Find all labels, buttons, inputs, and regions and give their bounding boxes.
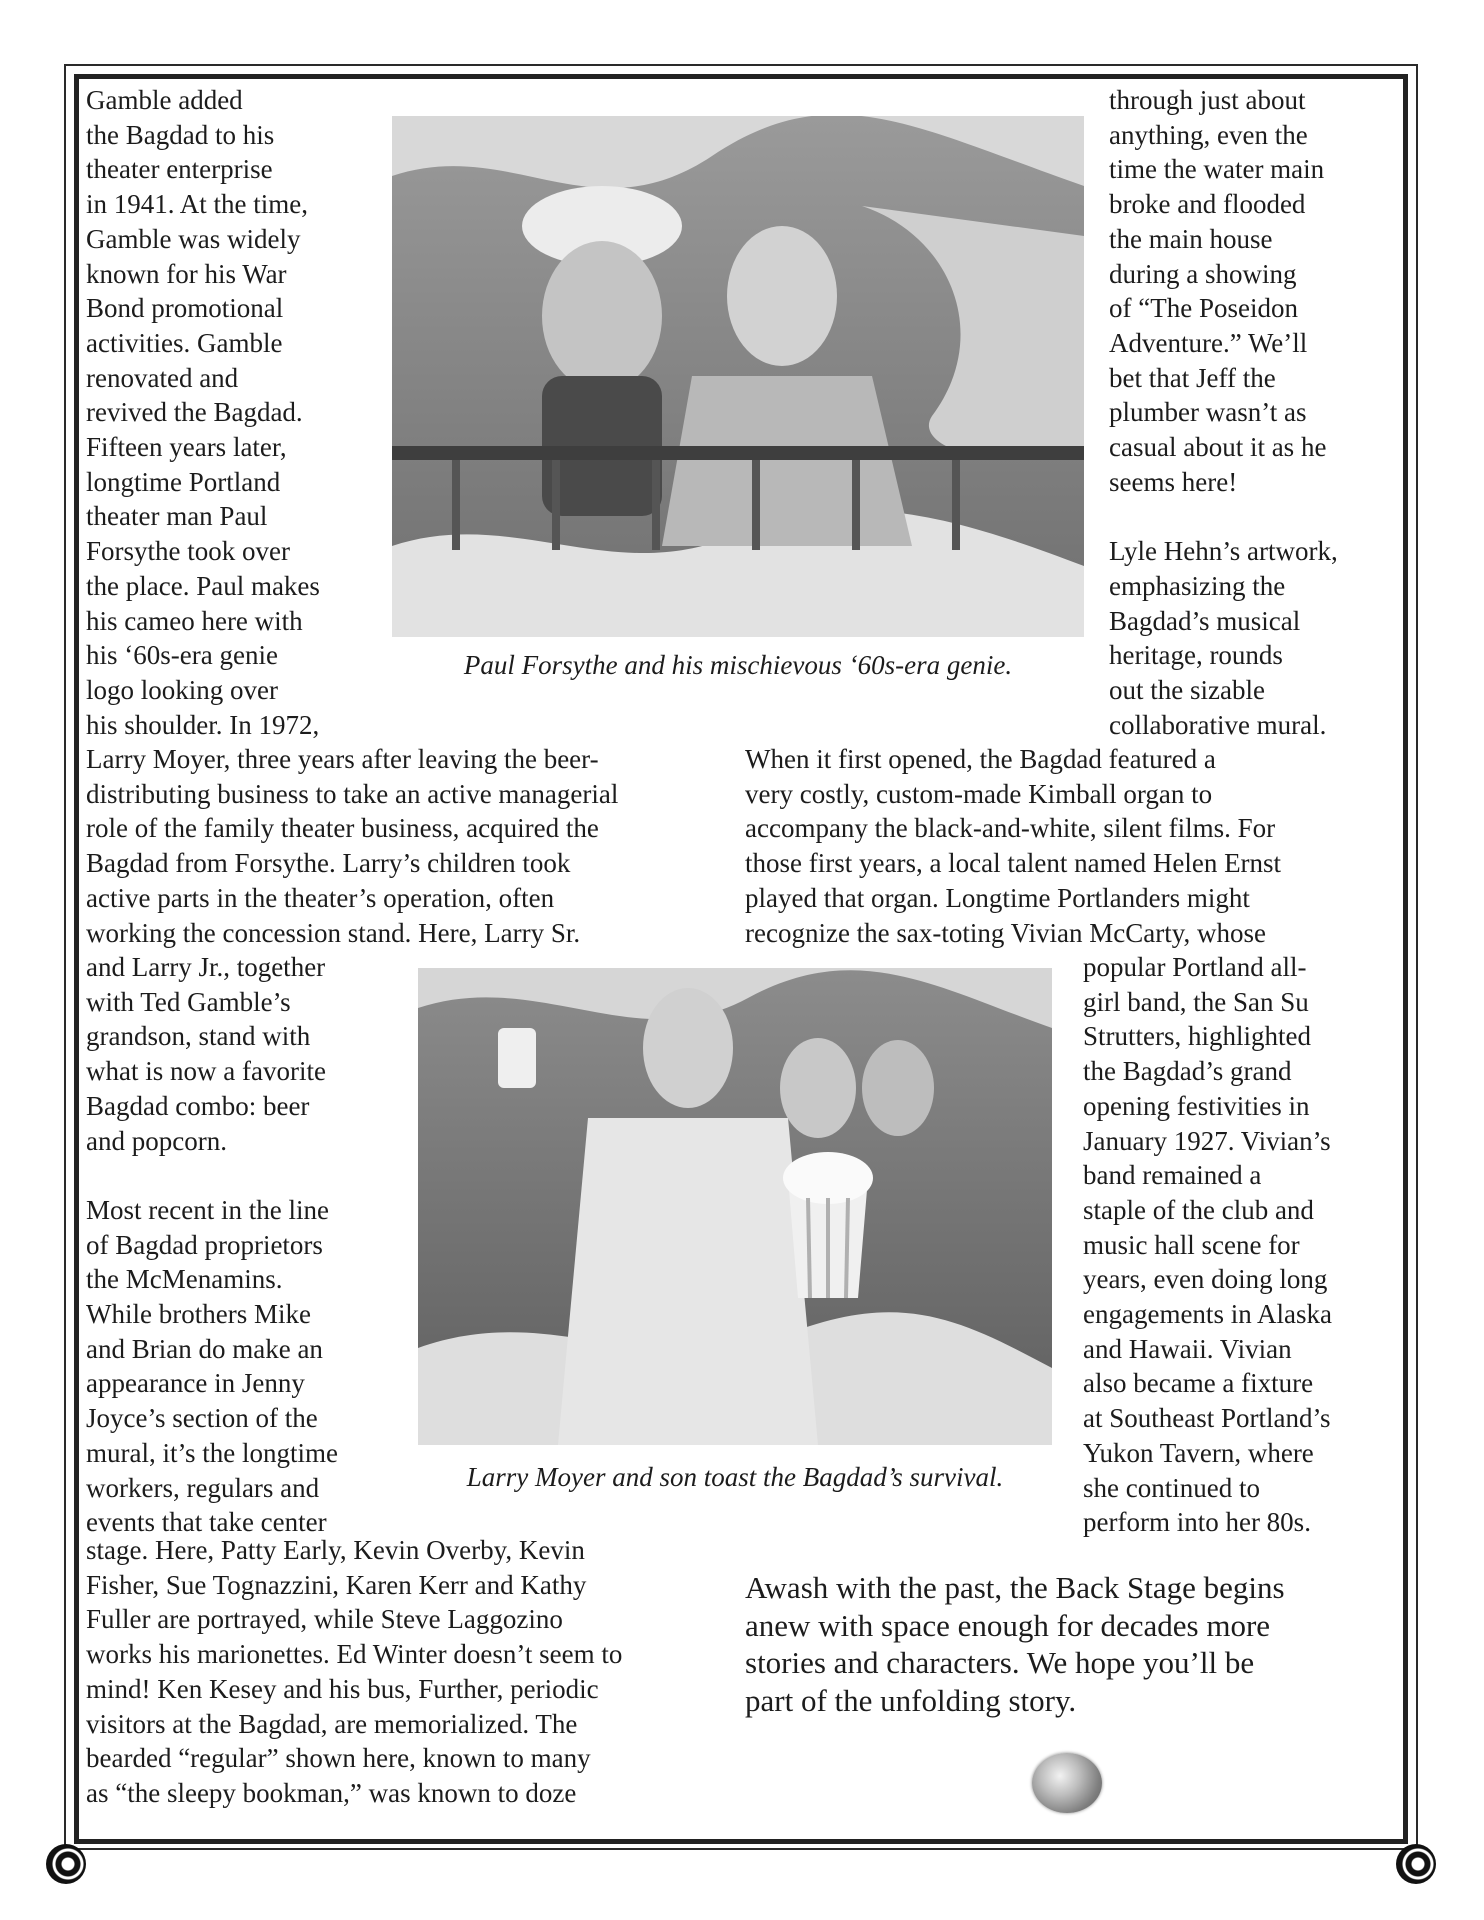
text-line: and popcorn. [86,1125,227,1156]
text-line: out the sizable [1109,674,1265,705]
mural-photo-moyer-toast [418,968,1052,1445]
text-line: seems here! [1109,466,1238,497]
text-line: appearance in Jenny [86,1368,305,1399]
text-line: of Bagdad proprietors [86,1229,323,1260]
text-line: collaborative mural. [1109,709,1327,740]
text-line: popular Portland all- [1083,952,1307,982]
text-line: through just about [1109,85,1306,115]
text-line: bearded “regular” shown here, known to many [86,1743,591,1774]
text-line: logo looking over [86,674,278,705]
text-line: workers, regulars and [86,1472,320,1503]
text-line: Fifteen years later, [86,432,287,463]
text-column-right-mid [745,742,1281,950]
text-line: and Hawaii. Vivian [1083,1333,1292,1364]
text-line: she continued to [1083,1472,1260,1503]
text-line: what is now a favorite [86,1056,326,1087]
text-column-right-top [1109,83,1338,742]
text-line: mind! Ken Kesey and his bus, Further, periodic [86,1673,599,1704]
text-line: bet that Jeff the [1109,362,1276,393]
text-line: stage. Here, Patty Early, Kevin Overby, Kevin [86,1535,585,1565]
text-line: Yukon Tavern, where [1083,1437,1314,1468]
text-line: the Bagdad to his [86,119,275,150]
photo-caption-forsythe: Paul Forsythe and his mischievous ‘60s-era genie. [463,650,1013,680]
text-line: works his marionettes. Ed Winter doesn’t seem to [86,1639,623,1670]
text-line: Bagdad combo: beer [86,1090,310,1121]
text-line: at Southeast Portland’s [1083,1403,1331,1434]
text-line: role of the family theater business, acquired the [86,813,599,844]
text-line: Larry Moyer, three years after leaving the beer- [86,744,599,774]
text-line: Awash with the past, the Back Stage begins [745,1570,1285,1605]
text-line: working the concession stand. Here, Larry Sr. [86,917,581,948]
text-line: the place. Paul makes [86,570,320,601]
text-line: girl band, the San Su [1083,986,1309,1017]
text-line: Joyce’s section of the [86,1403,318,1434]
text-line: the Bagdad’s grand [1083,1056,1292,1087]
text-line: Gamble was widely [86,223,301,254]
text-column-left-top [86,83,320,742]
text-line: his shoulder. In 1972, [86,709,320,740]
text-line: his ‘60s-era genie [86,640,278,671]
end-ornament-icon [1032,1753,1102,1813]
text-line: with Ted Gamble’s [86,986,291,1017]
text-line: January 1927. Vivian’s [1083,1125,1331,1156]
text-line: heritage, rounds [1109,640,1283,671]
text-line: his cameo here with [86,605,303,636]
text-line: played that organ. Longtime Portlanders might [745,882,1250,913]
text-line: Fisher, Sue Tognazzini, Karen Kerr and Kathy [86,1569,587,1600]
text-line: known for his War [86,258,287,289]
text-line: Lyle Hehn’s artwork, [1109,536,1338,567]
text-line: theater enterprise [86,154,273,185]
photo-caption-moyer: Larry Moyer and son toast the Bagdad’s survival. [466,1462,1004,1492]
corner-ornament-left [46,1844,86,1884]
text-line: plumber wasn’t as [1109,397,1307,428]
text-line: activities. Gamble [86,327,283,358]
text-line: stories and characters. We hope you’ll be [745,1645,1255,1680]
text-line: Bond promotional [86,293,284,324]
text-line: music hall scene for [1083,1229,1300,1260]
text-line: renovated and [86,362,239,393]
text-line: active parts in the theater’s operation, often [86,882,555,913]
text-line: those first years, a local talent named Helen Ernst [745,848,1282,879]
text-line: of “The Poseidon [1109,293,1298,324]
corner-ornament-right [1396,1844,1436,1884]
text-line: Bagdad’s musical [1109,605,1301,636]
text-line: band remained a [1083,1160,1262,1191]
text-line [86,1158,338,1193]
text-line [1109,499,1338,534]
mural-photo-forsythe-genie [392,116,1084,637]
closing-paragraph [745,1569,1285,1719]
text-line: Most recent in the line [86,1194,329,1225]
text-line: revived the Bagdad. [86,397,303,428]
text-line: and Larry Jr., together [86,952,326,982]
text-line: mural, it’s the longtime [86,1437,338,1468]
text-line: part of the unfolding story. [745,1682,1077,1718]
text-line: years, even doing long [1083,1264,1328,1295]
text-line: Adventure.” We’ll [1109,327,1308,358]
text-line: also became a fixture [1083,1368,1314,1399]
text-line: Gamble added [86,85,243,115]
text-line: When it first opened, the Bagdad featured a [745,744,1216,774]
text-line: as “the sleepy bookman,” was known to doze [86,1777,577,1808]
text-line: While brothers Mike [86,1299,311,1330]
text-line: casual about it as he [1109,432,1327,463]
text-line: the McMenamins. [86,1264,283,1295]
text-line: very costly, custom-made Kimball organ to [745,778,1213,809]
text-line: broke and flooded [1109,189,1306,220]
text-line: longtime Portland [86,466,281,497]
text-line: staple of the club and [1083,1194,1314,1225]
text-column-left-lower [86,950,338,1540]
text-line: emphasizing the [1109,570,1286,601]
text-line: the main house [1109,223,1273,254]
text-line: Strutters, highlighted [1083,1021,1311,1052]
text-line: during a showing [1109,258,1297,289]
text-line: grandson, stand with [86,1021,311,1052]
text-line: distributing business to take an active managerial [86,778,619,809]
text-line: Fuller are portrayed, while Steve Laggozino [86,1604,563,1635]
text-line: events that take center [86,1507,327,1538]
text-line: anything, even the [1109,119,1308,150]
text-line: in 1941. At the time, [86,189,308,220]
text-line: engagements in Alaska [1083,1299,1332,1330]
text-line: recognize the sax-toting Vivian McCarty, whose [745,917,1266,948]
text-line: perform into her 80s. [1083,1507,1311,1538]
text-line: Bagdad from Forsythe. Larry’s children took [86,848,571,879]
text-line: accompany the black-and-white, silent films. For [745,813,1276,844]
text-line: opening festivities in [1083,1090,1310,1121]
text-line: visitors at the Bagdad, are memorialized. The [86,1708,578,1739]
text-line: time the water main [1109,154,1325,185]
text-line: theater man Paul [86,501,268,532]
text-column-right-lower [1083,950,1332,1540]
text-line: anew with space enough for decades more [745,1607,1271,1643]
text-line: and Brian do make an [86,1333,323,1364]
text-column-left-mid [86,742,618,950]
text-line: Forsythe took over [86,536,290,567]
text-column-left-bottom [86,1533,622,1811]
